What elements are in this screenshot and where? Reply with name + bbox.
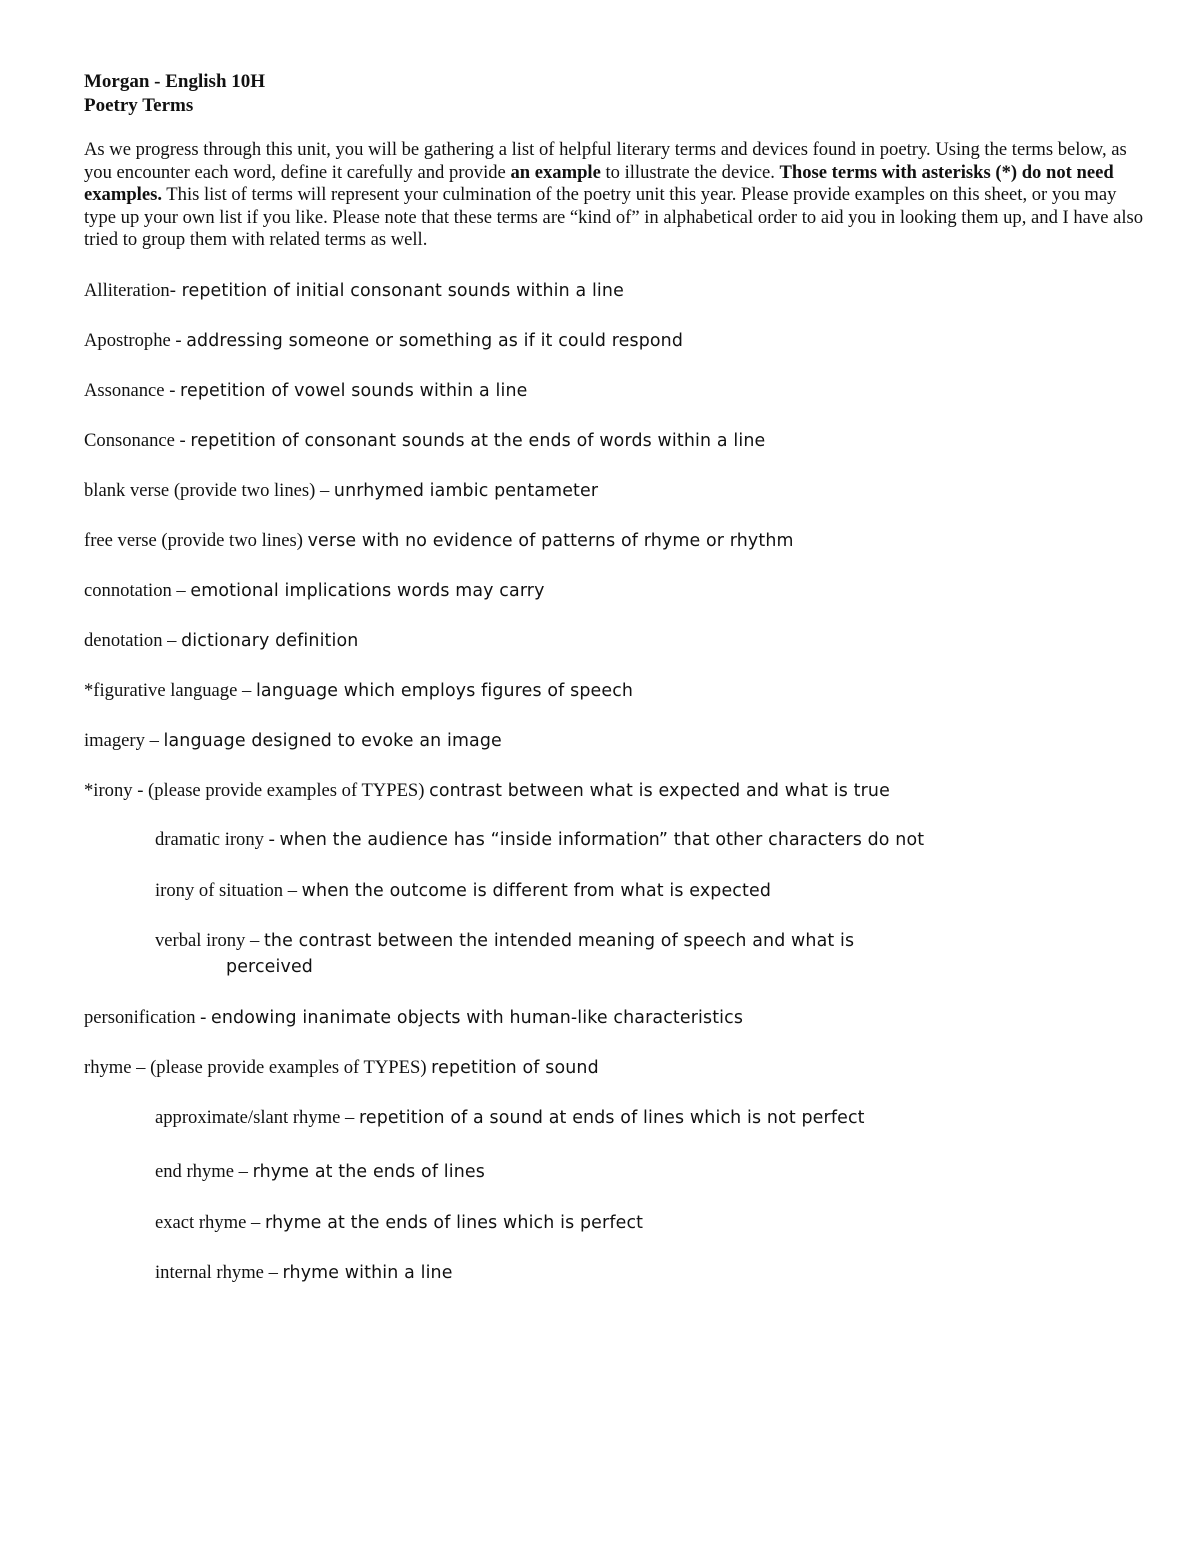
term-label: rhyme – (please provide examples of TYPES) [84,1057,432,1078]
term-alliteration [84,277,624,304]
term-definition-continuation: perceived [226,957,313,977]
term-label: imagery – [84,730,164,751]
intro-paragraph [84,139,1144,252]
term-definition: repetition of vowel sounds within a line [180,381,528,401]
term-apostrophe [84,327,683,354]
term-definition: emotional implications words may carry [190,581,545,601]
term-definition: repetition of a sound at ends of lines which is not perfect [358,1108,865,1128]
term-free-verse [84,527,794,554]
term-label: end rhyme – [155,1161,253,1182]
term-definition: rhyme at the ends of lines which is perfect [264,1213,644,1233]
term-definition: verse with no evidence of patterns of rhyme or rhythm [307,531,794,551]
term-figurative-language [84,677,633,704]
term-exact-rhyme [155,1209,643,1236]
term-definition: endowing inanimate objects with human-like characteristics [211,1008,744,1028]
term-definition: the contrast between the intended meaning of speech and what is [263,931,855,951]
term-label: verbal irony – [155,930,264,951]
term-dramatic-irony [155,826,924,853]
term-label: denotation – [84,630,182,651]
term-label: *irony - (please provide examples of TYPES) [84,780,430,801]
term-label: blank verse (provide two lines) – [84,480,334,501]
term-connotation [84,577,545,604]
term-definition: language designed to evoke an image [163,731,502,751]
term-rhyme [84,1054,599,1081]
header-title-line: Poetry Terms [84,95,194,116]
term-irony [84,777,890,804]
term-label: Apostrophe - [84,330,187,351]
intro-bold-example: an example [510,161,601,183]
term-slant-rhyme [155,1104,865,1131]
term-definition: language which employs figures of speech [255,681,634,701]
term-label: exact rhyme – [155,1212,265,1233]
term-personification [84,1004,743,1031]
term-definition: rhyme at the ends of lines [252,1162,485,1182]
term-imagery [84,727,502,754]
term-definition: unrhymed iambic pentameter [333,481,599,501]
intro-text-1: As we progress through this unit, you will be gathering a list of helpful literary terms and devices found in poetry. Using the terms below, as you encounter each word, define it carefully and provide [84,139,1127,183]
term-label: Consonance - [84,430,191,451]
term-irony-of-situation [155,877,771,904]
term-definition: addressing someone or something as if it could respond [186,331,684,351]
term-assonance [84,377,527,404]
intro-text-2: to illustrate the device. [600,161,780,183]
document-header [84,70,265,118]
term-label: connotation – [84,580,191,601]
term-definition: repetition of sound [431,1058,599,1078]
term-label: free verse (provide two lines) [84,530,308,551]
term-end-rhyme [155,1158,485,1185]
term-verbal-irony [155,927,854,954]
term-label: *figurative language – [84,680,256,701]
term-definition: dictionary definition [181,631,359,651]
term-definition: when the audience has “inside information” that other characters do not [279,830,925,850]
header-course-line: Morgan - English 10H [84,71,266,92]
term-definition: contrast between what is expected and what is true [429,781,890,801]
term-consonance [84,427,765,454]
term-blank-verse [84,477,598,504]
term-label: Assonance - [84,380,181,401]
term-denotation [84,627,358,654]
term-label: internal rhyme – [155,1262,283,1283]
term-definition: repetition of consonant sounds at the ends of words within a line [190,431,766,451]
term-label: approximate/slant rhyme – [155,1107,359,1128]
term-label: personification - [84,1007,212,1028]
intro-bold-asterisks: Those terms with asterisks (*) do not need examples. [84,161,1114,206]
term-label: irony of situation – [155,880,302,901]
term-definition: rhyme within a line [282,1263,453,1283]
term-internal-rhyme [155,1259,453,1286]
term-label: dramatic irony - [155,829,280,850]
term-definition: when the outcome is different from what is expected [301,881,772,901]
intro-text-3: This list of terms will represent your culmination of the poetry unit this year. Please provide examples on this sheet, or you may type up your own list if you like. Please note that these terms are “kind of” in alphabetical order to aid you in looking them up, and I have also tried to group them with related terms as well. [84,184,1144,251]
term-label: Alliteration- [84,280,176,301]
term-definition: repetition of initial consonant sounds within a line [175,281,624,301]
